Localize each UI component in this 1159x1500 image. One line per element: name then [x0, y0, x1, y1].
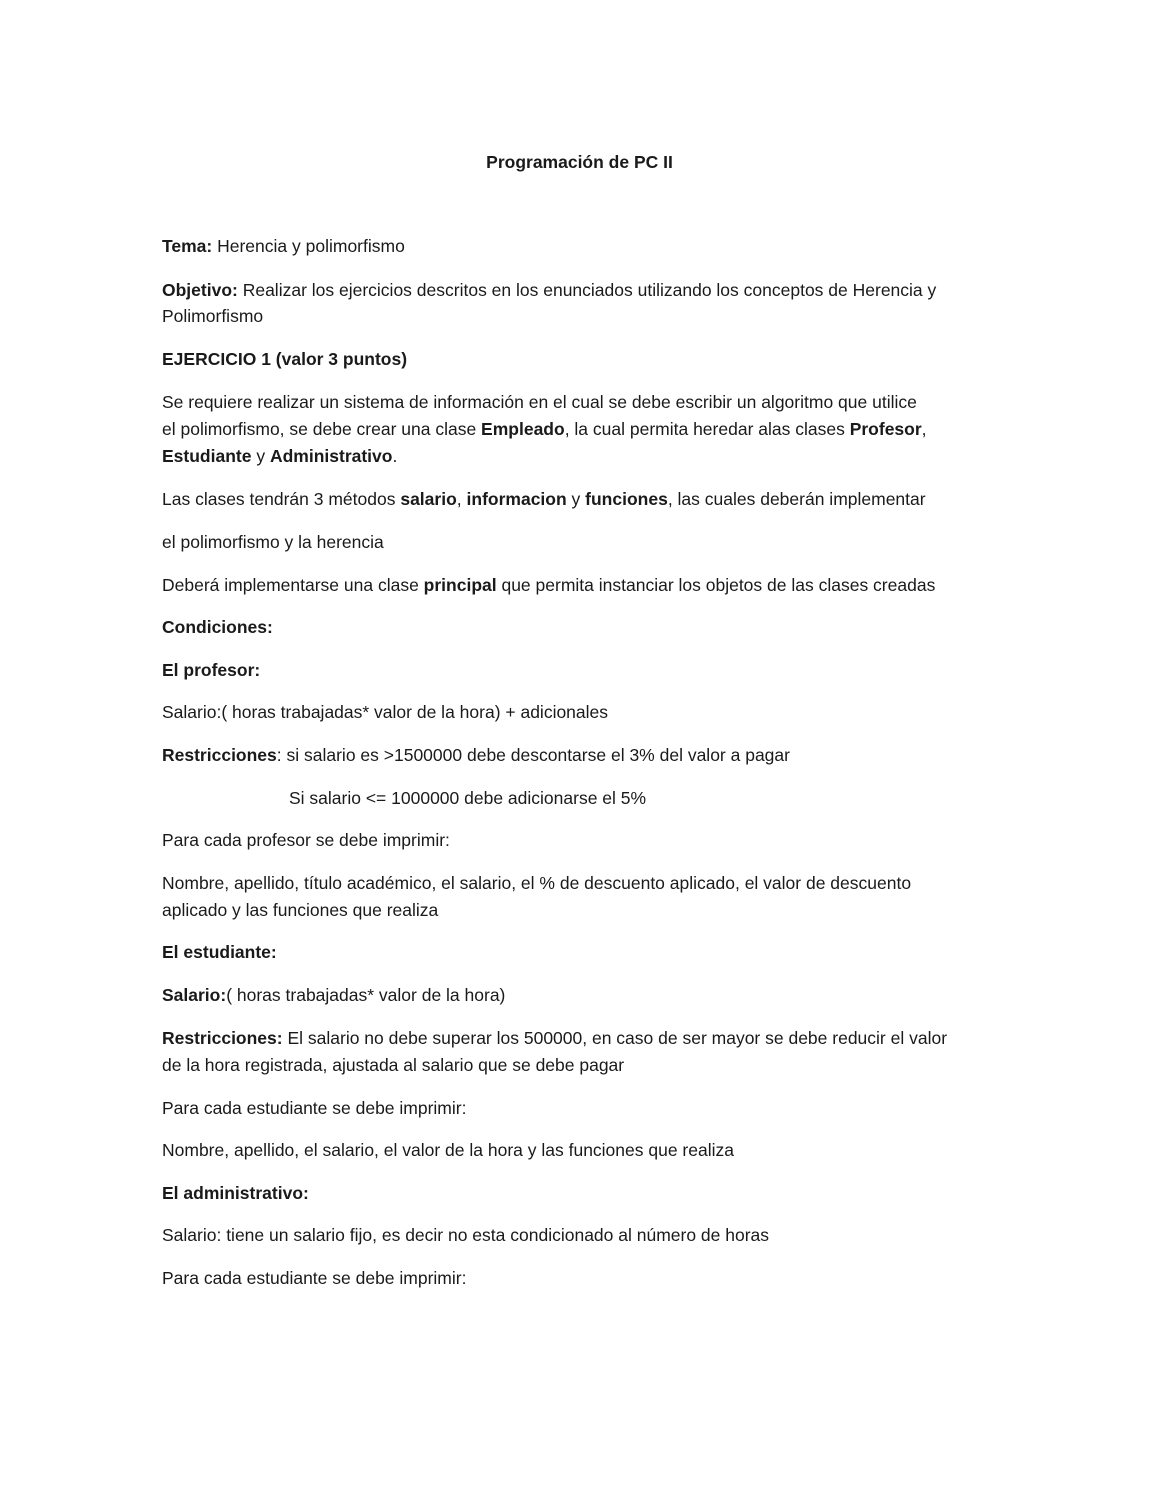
intro-line-1: Se requiere realizar un sistema de información en el cual se debe escribir un algoritmo que utilice	[162, 392, 917, 412]
profesor-datos-2: aplicado y las funciones que realiza	[162, 900, 439, 920]
estudiante-datos: Nombre, apellido, el salario, el valor de la hora y las funciones que realiza	[162, 1140, 734, 1160]
principal-text: que permita instanciar los objetos de las clases creadas	[496, 575, 936, 595]
ejercicio-heading: EJERCICIO 1 (valor 3 puntos)	[162, 349, 408, 369]
administrativo-imprimir: Para cada estudiante se debe imprimir:	[162, 1268, 467, 1288]
method-funciones: funciones	[585, 489, 668, 509]
profesor-restricciones	[162, 741, 1012, 769]
administrativo-heading: El administrativo:	[162, 1183, 309, 1203]
tema-line	[162, 232, 1012, 260]
intro-text: y	[251, 446, 270, 466]
metodos-text: ,	[456, 489, 467, 509]
profesor-heading: El profesor:	[162, 660, 261, 680]
class-estudiante: Estudiante	[162, 446, 252, 466]
profesor-imprimir: Para cada profesor se debe imprimir:	[162, 830, 450, 850]
method-informacion: informacion	[466, 489, 567, 509]
administrativo-salario: Salario: tiene un salario fijo, es decir no esta condicionado al número de horas	[162, 1225, 770, 1245]
method-salario: salario	[400, 489, 457, 509]
estudiante-imprimir: Para cada estudiante se debe imprimir:	[162, 1098, 467, 1118]
estudiante-restricciones-2: de la hora registrada, ajustada al salario que se debe pagar	[162, 1055, 625, 1075]
profesor-restricciones-2: Si salario <= 1000000 debe adicionarse el 5%	[289, 788, 647, 808]
salario-text: ( horas trabajadas* valor de la hora)	[226, 985, 506, 1005]
restricciones-text: El salario no debe superar los 500000, en caso de ser mayor se debe reducir el valor	[282, 1028, 948, 1048]
intro-text: .	[392, 446, 398, 466]
intro-line-2	[162, 415, 1012, 443]
class-principal: principal	[423, 575, 497, 595]
objetivo-line-1	[162, 276, 1012, 304]
intro-text: ,	[921, 419, 927, 439]
principal-text: Deberá implementarse una clase	[162, 575, 424, 595]
class-profesor: Profesor	[849, 419, 922, 439]
intro-line-3	[162, 442, 1012, 470]
estudiante-salario	[162, 981, 1012, 1009]
class-empleado: Empleado	[481, 419, 565, 439]
metodos-line-2: el polimorfismo y la herencia	[162, 532, 384, 552]
metodos-line-1	[162, 485, 1012, 513]
principal-line	[162, 571, 1012, 599]
salario-label: Salario:	[162, 985, 227, 1005]
objetivo-text: Realizar los ejercicios descritos en los enunciados utilizando los conceptos de Herencia y	[237, 280, 937, 300]
metodos-text: y	[566, 489, 586, 509]
estudiante-restricciones	[162, 1024, 1012, 1052]
objetivo-label: Objetivo:	[162, 280, 238, 300]
intro-text: , la cual permita heredar alas clases	[564, 419, 850, 439]
tema-label: Tema:	[162, 236, 213, 256]
profesor-salario: Salario:( horas trabajadas* valor de la hora) + adicionales	[162, 702, 609, 722]
page-title: Programación de PC II	[486, 152, 673, 172]
metodos-text: Las clases tendrán 3 métodos	[162, 489, 401, 509]
condiciones-heading: Condiciones:	[162, 617, 273, 637]
restricciones-text: : si salario es >1500000 debe descontarse el 3% del valor a pagar	[276, 745, 790, 765]
estudiante-heading: El estudiante:	[162, 942, 277, 962]
profesor-datos-1: Nombre, apellido, título académico, el salario, el % de descuento aplicado, el valor de descuento	[162, 873, 912, 893]
restricciones-label: Restricciones:	[162, 1028, 283, 1048]
restricciones-label: Restricciones	[162, 745, 277, 765]
metodos-text: , las cuales deberán implementar	[667, 489, 926, 509]
tema-text: Herencia y polimorfismo	[212, 236, 405, 256]
objetivo-line-2: Polimorfismo	[162, 306, 264, 326]
intro-text: el polimorfismo, se debe crear una clase	[162, 419, 482, 439]
class-administrativo: Administrativo	[269, 446, 393, 466]
